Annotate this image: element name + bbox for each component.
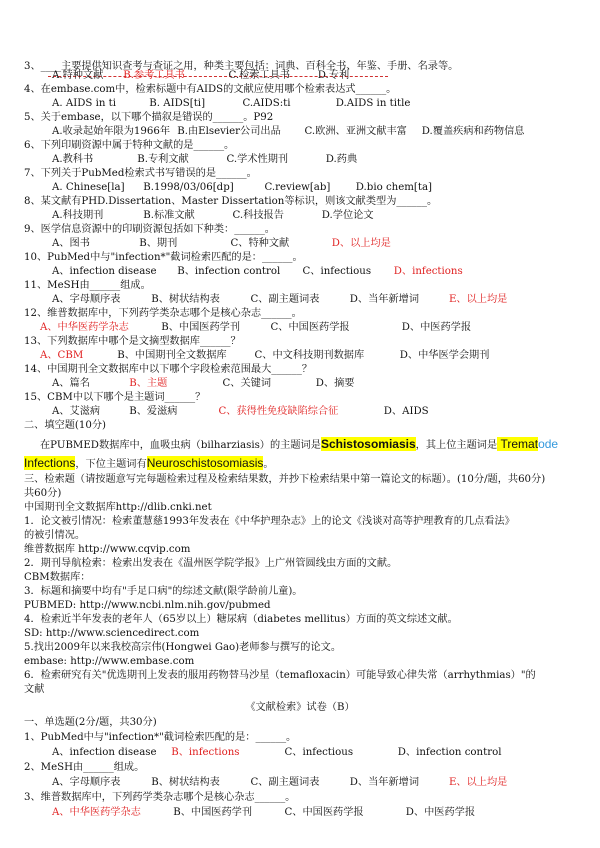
q7-option-d: D.bio chem[ta] <box>355 182 433 193</box>
q14-option-b: B、主题 <box>129 378 168 389</box>
question-15-options <box>52 405 435 419</box>
q10-option-a: A、infection disease <box>52 266 157 277</box>
paper-b-q3-options <box>52 806 481 820</box>
answer-trematode-part1: Tremat <box>497 437 539 451</box>
question-10-options <box>52 265 469 279</box>
question-4-options <box>52 97 416 111</box>
db-vip: 维普数据库 http://www.cqvip.com <box>24 544 191 555</box>
paper-b-q2-stem: 2、MeSH由______组成。 <box>24 762 145 773</box>
paper-b-q2-options <box>52 776 513 790</box>
q11-option-b: B、树状结构表 <box>151 294 220 305</box>
q8-option-a: A.科技期刊 <box>52 210 104 221</box>
q3-option-a: A.特种文献 <box>52 70 104 81</box>
q8-option-c: C.科技报告 <box>232 210 284 221</box>
pb-q1-option-a: A、infection disease <box>52 747 157 758</box>
q3-option-d: D.专利 <box>317 70 350 81</box>
fill-text-4: 。 <box>263 459 274 470</box>
q10-option-d: D、infections <box>393 266 463 277</box>
question-14-stem: 14、中国期刊全文数据库中以下哪个字段检索范围最大______？ <box>24 364 313 375</box>
q14-option-a: A、篇名 <box>52 378 90 389</box>
answer-trematode-part2: ode <box>538 437 559 451</box>
pb-q3-option-a: A、中华医药学杂志 <box>52 807 141 818</box>
q9-option-c: C、特种文献 <box>230 238 290 249</box>
retrieval-item-6: 6．检索研究有关"优选期刊上发表的服用药物替马沙星（temafloxacin）可能导致心律失常（arrhythmias）"的 <box>24 670 536 681</box>
fill-text-2: ，其上位主题词是 <box>415 440 498 451</box>
q3-option-b: B.参考工具书 <box>123 70 185 81</box>
retrieval-item-5: 5.找出2009年以来我校高宗伟(Hongwei Gao)老师参与撰写的论文。 <box>24 642 342 653</box>
question-7-stem: 7、下列关于PubMed检索式书写错误的是______。 <box>24 168 257 179</box>
fill-text-1: 在PUBMED数据库中，血吸虫病（bilharziasis）的主题词是 <box>40 440 321 451</box>
db-sciencedirect: SD: http://www.sciencedirect.com <box>24 628 200 639</box>
paper-b-q1-stem: 1、PubMed中与"infection*"截词检索匹配的是：______。 <box>24 732 297 743</box>
q9-option-b: B、期刊 <box>139 238 178 249</box>
q13-option-c: C、中文科技期刊数据库 <box>254 350 365 361</box>
answer-neuroschistosomiasis: Neuroschistosomiasis <box>146 456 264 470</box>
q13-option-a: A、CBM <box>40 350 84 361</box>
q6-option-b: B.专利文献 <box>137 154 189 165</box>
q9-option-d: D、以上均是 <box>331 238 391 249</box>
question-3-stem: 3、____主要提供知识查考与查证之用，种类主要包括：词典、百科全书、年鉴、手册、名录等。 <box>24 61 459 72</box>
question-6-options <box>52 153 363 167</box>
retrieval-item-2: 2．期刊导航检索：检索出发表在《温州医学院学报》上广州管圆线虫方面的文献。 <box>24 558 398 569</box>
question-9-stem: 9、医学信息资源中的印刷资源包括如下种类：______。 <box>24 224 275 235</box>
question-13-stem: 13、下列数据库中哪个是文摘型数据库______？ <box>24 336 241 347</box>
pb-q2-option-c: C、副主题词表 <box>250 777 320 788</box>
q9-option-a: A、图书 <box>52 238 90 249</box>
fill-paragraph-line1 <box>40 437 558 453</box>
pb-q3-option-d: D、中医药学报 <box>405 807 476 818</box>
paper-b-section1: 一、单选题(2分/题，共30分) <box>24 717 157 728</box>
question-10-stem: 10、PubMed中与"infection*"截词检索匹配的是：______。 <box>24 252 303 263</box>
pb-q3-option-b: B、中国医药学刊 <box>173 807 253 818</box>
q4-option-d: D.AIDS in title <box>335 98 411 109</box>
answer-schistosomiasis: Schistosomiasis <box>320 437 416 451</box>
question-5-stem: 5、关于embase，以下哪个描叙是错误的______。P92 <box>24 112 274 123</box>
pb-q2-option-a: A、字母顺序表 <box>52 777 121 788</box>
question-9-options <box>52 237 397 251</box>
question-12-options <box>40 321 477 335</box>
q5-option-c: C.欧洲、亚洲文献丰富 <box>304 126 407 137</box>
q4-option-c: C.AIDS:ti <box>242 98 291 109</box>
question-7-options <box>52 181 438 195</box>
pb-q1-option-d: D、infection control <box>397 747 502 758</box>
q10-option-c: C、infectious <box>302 266 372 277</box>
pb-q1-option-c: C、infectious <box>284 747 354 758</box>
q15-option-b: B、爱滋病 <box>129 406 178 417</box>
q13-option-b: B、中国期刊全文数据库 <box>117 350 227 361</box>
retrieval-item-4: 4．检索近半年发表的老年人（65岁以上）糖尿病（diabetes mellitus）方面的英文综述文献。 <box>24 614 458 625</box>
db-cbm: CBM数据库： <box>24 572 91 583</box>
retrieval-item-3: 3．标题和摘要中均有"手足口病"的综述文献(限学龄前儿童)。 <box>24 586 303 597</box>
q11-option-e: E、以上均是 <box>449 294 508 305</box>
q5-option-d: D.覆盖疾病和药物信息 <box>421 126 525 137</box>
q15-option-c: C、获得性免疫缺陷综合征 <box>218 406 339 417</box>
q6-option-a: A.教科书 <box>52 154 94 165</box>
retrieval-heading-cont: 共60分) <box>24 488 62 499</box>
q11-option-a: A、字母顺序表 <box>52 294 121 305</box>
q6-option-d: D.药典 <box>325 154 358 165</box>
q12-option-d: D、中医药学报 <box>401 322 472 333</box>
question-15-stem: 15、CBM中以下哪个是主题词______？ <box>24 392 206 403</box>
q11-option-c: C、副主题词表 <box>250 294 320 305</box>
db-cnki: 中国期刊全文数据库http://dlib.cnki.net <box>24 502 212 513</box>
q12-option-c: C、中国医药学报 <box>270 322 350 333</box>
pb-q1-option-b: B、infections <box>171 747 240 758</box>
db-pubmed: PUBMED: http://www.ncbi.nlm.nih.gov/pubmed <box>24 600 271 611</box>
pb-q2-option-b: B、树状结构表 <box>151 777 220 788</box>
paper-b-title: 《文献检索》试卷（B） <box>245 702 355 713</box>
answer-infections: Infections <box>24 456 76 470</box>
question-3-options <box>52 69 355 83</box>
question-13-options <box>40 349 495 363</box>
q5-option-b: B.由Elsevier公司出品 <box>177 126 281 137</box>
q12-option-a: A、中华医药学杂志 <box>40 322 129 333</box>
retrieval-heading: 三、检索题（请按题意写完每题检索过程及检索结果数，并抄下检索结果中第一篇论文的标题）。(10分/题，共60分) <box>24 474 546 485</box>
q7-option-a: A. Chinese[la] <box>52 182 125 193</box>
q13-option-d: D、中华医学会期刊 <box>399 350 490 361</box>
q12-option-b: B、中国医药学刊 <box>161 322 241 333</box>
fill-paragraph-line2 <box>24 456 274 472</box>
question-5-options <box>52 125 530 139</box>
question-12-stem: 12、维普数据库中，下列药学类杂志哪个是核心杂志______。 <box>24 308 302 319</box>
pb-q2-option-d: D、当年新增词 <box>349 777 420 788</box>
question-14-options <box>52 377 360 391</box>
question-6-stem: 6、下列印刷资源中属于特种文献的是______。 <box>24 140 235 151</box>
fill-heading: 二、填空题(10分) <box>24 420 107 431</box>
q15-option-d: D、AIDS <box>383 406 429 417</box>
pb-q3-option-c: C、中国医药学报 <box>284 807 364 818</box>
question-11-options <box>52 293 513 307</box>
paper-b-q1-options <box>52 746 507 760</box>
question-8-options <box>52 209 380 223</box>
q14-option-d: D、摘要 <box>315 378 355 389</box>
q4-option-a: A. AIDS in ti <box>52 98 117 109</box>
pb-q2-option-e: E、以上均是 <box>449 777 508 788</box>
retrieval-item-1-cont: 的被引情况。 <box>24 530 86 541</box>
question-4-stem: 4、在embase.com中，检索标题中有AIDS的文献应使用哪个检索表达式______。 <box>24 84 397 95</box>
retrieval-item-1: 1．论文被引情况：检索董慧慈1993年发表在《中华护理杂志》上的论文《浅谈对高等护理教育的几点看法》 <box>24 516 515 527</box>
q7-option-b: B.1998/03/06[dp] <box>143 182 234 193</box>
q10-option-b: B、infection control <box>177 266 281 277</box>
q5-option-a: A.收录起始年限为1966年 <box>52 126 171 137</box>
q6-option-c: C.学术性期刊 <box>226 154 289 165</box>
q14-option-c: C、关键词 <box>222 378 272 389</box>
question-8-stem: 8、某文献有PHD.Dissertation、Master Dissertation等标识，则该文献类型为______。 <box>24 196 438 207</box>
retrieval-item-6-cont: 文献 <box>24 684 45 695</box>
q11-option-d: D、当年新增词 <box>349 294 420 305</box>
q4-option-b: B. AIDS[ti] <box>149 98 206 109</box>
q8-option-d: D.学位论文 <box>321 210 374 221</box>
q3-option-c: C.检索工具书 <box>228 70 291 81</box>
paper-b-q3-stem: 3、维普数据库中，下列药学类杂志哪个是核心杂志______。 <box>24 792 296 803</box>
q7-option-c: C.review[ab] <box>264 182 331 193</box>
fill-text-3: ，下位主题词有 <box>75 459 147 470</box>
db-embase: embase: http://www.embase.com <box>24 656 195 667</box>
q15-option-a: A、艾滋病 <box>52 406 101 417</box>
question-11-stem: 11、MeSH由______组成。 <box>24 280 151 291</box>
q8-option-b: B.标准文献 <box>143 210 195 221</box>
